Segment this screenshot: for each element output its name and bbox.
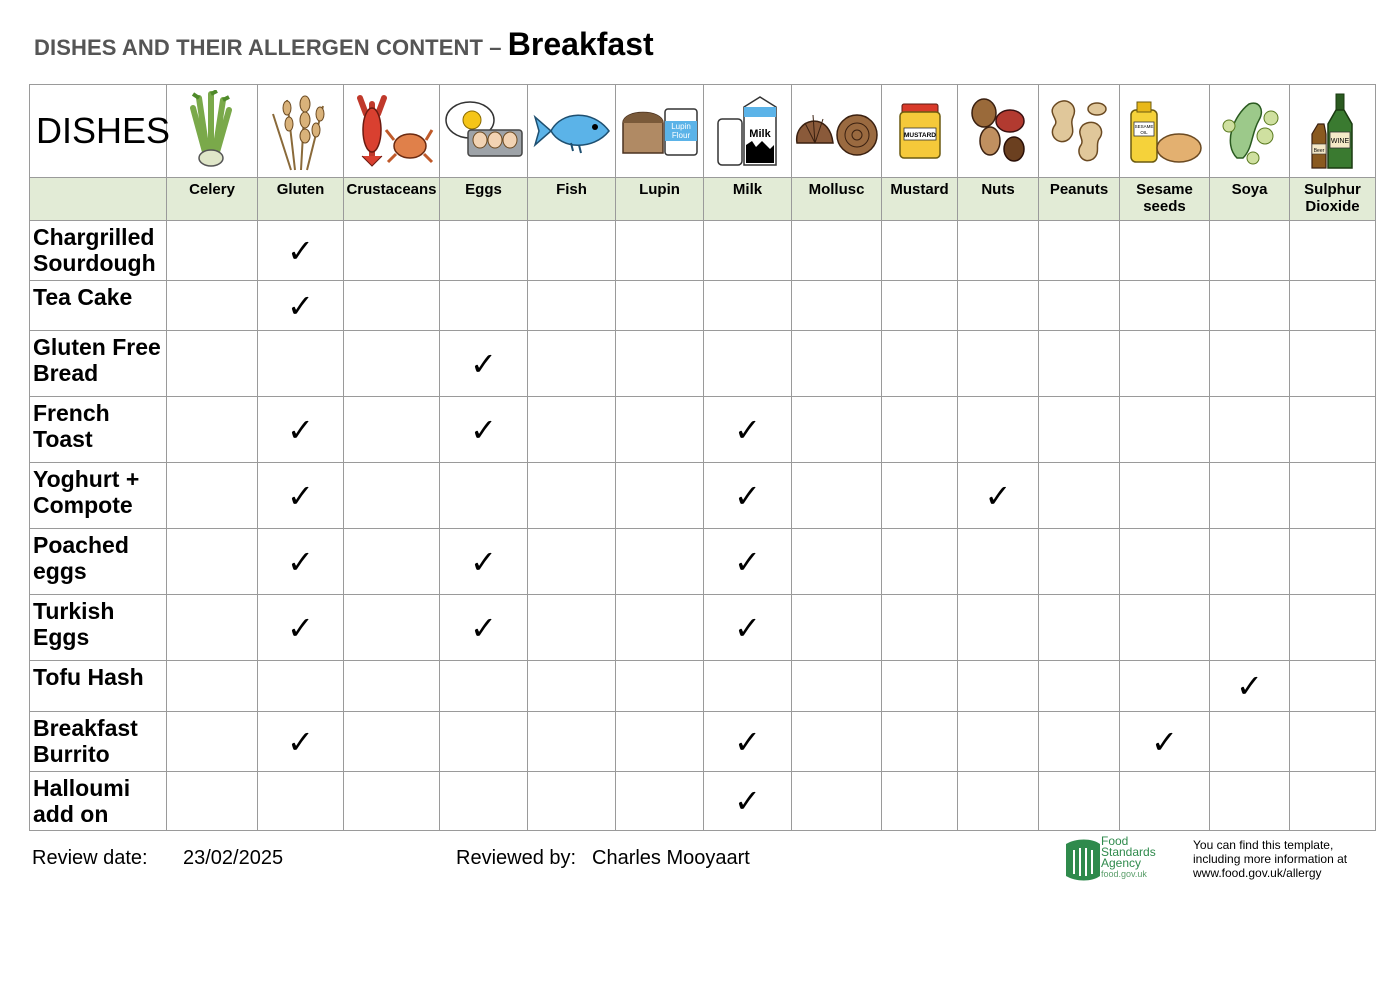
allergen-cell (792, 712, 882, 772)
allergen-cell (1120, 463, 1210, 529)
allergen-cell (958, 529, 1039, 595)
allergen-cell (344, 281, 440, 331)
allergen-cell (1120, 529, 1210, 595)
dish-name: Tea Cake (30, 281, 167, 331)
review-date-value: 23/02/2025 (183, 847, 284, 869)
tick-mark: ✓ (287, 286, 314, 325)
dish-row (30, 595, 1376, 661)
allergen-cell (528, 397, 616, 463)
allergen-cell (1290, 595, 1376, 661)
tick-mark: ✓ (287, 608, 314, 647)
allergen-cell (616, 281, 704, 331)
allergen-cell (616, 595, 704, 661)
tick-mark: ✓ (287, 542, 314, 581)
dish-row (30, 463, 1376, 529)
allergen-label: Sulphur Dioxide (1290, 178, 1376, 221)
allergen-cell (958, 397, 1039, 463)
tick-mark: ✓ (1151, 722, 1178, 761)
allergen-cell (616, 661, 704, 712)
dish-row (30, 772, 1376, 831)
allergen-cell (616, 712, 704, 772)
icon-row (30, 85, 1376, 178)
allergen-cell (1120, 221, 1210, 281)
allergen-cell (704, 712, 792, 772)
peanuts-icon (1039, 85, 1120, 178)
svg-text:Beer: Beer (1313, 148, 1324, 154)
allergen-cell (440, 712, 528, 772)
allergen-cell (344, 772, 440, 831)
allergen-cell (258, 595, 344, 661)
allergen-cell (704, 281, 792, 331)
allergen-cell (344, 712, 440, 772)
tick-mark: ✓ (1236, 667, 1263, 705)
tick-mark: ✓ (734, 542, 761, 581)
allergen-cell (616, 397, 704, 463)
svg-text:WINE: WINE (1330, 138, 1349, 145)
allergen-cell (1210, 221, 1290, 281)
dish-row (30, 397, 1376, 463)
allergen-cell (440, 221, 528, 281)
allergen-label-row (30, 178, 1376, 221)
allergen-label: Milk (704, 178, 792, 221)
dish-name: Gluten Free Bread (30, 331, 167, 397)
allergen-cell (1039, 772, 1120, 831)
wine-icon (1290, 85, 1376, 178)
allergen-cell (1039, 331, 1120, 397)
allergen-cell (528, 281, 616, 331)
dish-name: Poached eggs (30, 529, 167, 595)
allergen-cell (616, 221, 704, 281)
allergen-cell (1120, 281, 1210, 331)
allergen-cell (440, 595, 528, 661)
allergen-cell (616, 463, 704, 529)
tick-mark: ✓ (287, 476, 314, 515)
allergen-label: Fish (528, 178, 616, 221)
allergen-cell (344, 221, 440, 281)
dish-name: Halloumi add on (30, 772, 167, 831)
reviewed-by-label: Reviewed by: (456, 847, 577, 869)
allergen-cell (167, 595, 258, 661)
fsa-logo-icon (1062, 836, 1102, 884)
allergen-cell (1210, 661, 1290, 712)
allergen-label: Nuts (958, 178, 1039, 221)
tick-mark: ✓ (734, 608, 761, 647)
allergen-cell (704, 529, 792, 595)
title-main: Breakfast (507, 26, 654, 62)
allergen-cell (1039, 595, 1120, 661)
allergen-cell (1210, 331, 1290, 397)
allergen-table (29, 84, 1376, 831)
allergen-cell (258, 712, 344, 772)
dish-row (30, 221, 1376, 281)
allergen-cell (344, 595, 440, 661)
allergen-cell (1210, 595, 1290, 661)
dish-row (30, 712, 1376, 772)
tick-mark: ✓ (734, 722, 761, 761)
page-title (34, 26, 654, 63)
allergen-cell (1039, 281, 1120, 331)
label-row-blank-cell (30, 178, 167, 221)
allergen-cell (616, 331, 704, 397)
allergen-cell (1210, 397, 1290, 463)
title-prefix: DISHES AND THEIR ALLERGEN CONTENT – (34, 35, 508, 60)
allergen-cell (958, 221, 1039, 281)
allergen-cell (1210, 772, 1290, 831)
allergen-cell (792, 221, 882, 281)
allergen-label: Peanuts (1039, 178, 1120, 221)
eggs-icon (440, 85, 528, 178)
allergen-label: Gluten (258, 178, 344, 221)
allergen-cell (1120, 772, 1210, 831)
allergen-cell (440, 529, 528, 595)
allergen-cell (1290, 281, 1376, 331)
fsa-line-1: Food (1101, 834, 1129, 848)
dish-row (30, 661, 1376, 712)
tick-mark: ✓ (984, 476, 1012, 515)
allergen-cell (440, 331, 528, 397)
allergen-cell (792, 595, 882, 661)
tick-mark: ✓ (734, 476, 761, 515)
allergen-cell (167, 281, 258, 331)
allergen-cell (1290, 661, 1376, 712)
allergen-cell (882, 331, 958, 397)
allergen-cell (958, 712, 1039, 772)
milk-icon (704, 85, 792, 178)
allergen-cell (1210, 529, 1290, 595)
tick-mark: ✓ (470, 608, 497, 647)
allergen-cell (1210, 712, 1290, 772)
allergen-cell (1039, 221, 1120, 281)
svg-text:SESAME: SESAME (1134, 124, 1153, 129)
allergen-cell (258, 281, 344, 331)
sesame-icon (1120, 85, 1210, 178)
soya-icon (1210, 85, 1290, 178)
dishes-header: DISHES (30, 85, 167, 178)
nuts-icon (958, 85, 1039, 178)
fish-icon (528, 85, 616, 178)
tick-mark: ✓ (470, 344, 497, 383)
allergen-label: Lupin (616, 178, 704, 221)
tick-mark: ✓ (470, 410, 497, 449)
tick-mark: ✓ (470, 542, 497, 581)
allergen-cell (167, 529, 258, 595)
crustacean-icon (344, 85, 440, 178)
allergen-cell (704, 595, 792, 661)
svg-text:Lupin: Lupin (670, 122, 691, 131)
allergen-cell (167, 712, 258, 772)
allergen-label: Sesame seeds (1120, 178, 1210, 221)
allergen-cell (258, 331, 344, 397)
allergen-cell (258, 221, 344, 281)
allergen-cell (1039, 529, 1120, 595)
allergen-cell (882, 772, 958, 831)
allergen-cell (882, 661, 958, 712)
allergen-cell (882, 281, 958, 331)
allergen-cell (1290, 221, 1376, 281)
allergen-cell (167, 661, 258, 712)
allergen-cell (792, 529, 882, 595)
allergen-cell (258, 661, 344, 712)
allergen-cell (792, 397, 882, 463)
lupin-flour-icon (616, 85, 704, 178)
fsa-url: food.gov.uk (1101, 869, 1147, 879)
mustard-icon (882, 85, 958, 178)
dish-name: Breakfast Burrito (30, 712, 167, 772)
dish-name: French Toast (30, 397, 167, 463)
allergen-cell (958, 661, 1039, 712)
allergen-label: Mustard (882, 178, 958, 221)
allergen-cell (528, 331, 616, 397)
allergen-cell (1290, 463, 1376, 529)
allergen-cell (1290, 772, 1376, 831)
allergen-cell (792, 281, 882, 331)
dish-row (30, 331, 1376, 397)
allergen-label: Eggs (440, 178, 528, 221)
allergen-cell (958, 331, 1039, 397)
allergen-cell (167, 463, 258, 529)
fsa-line-3: Agency (1101, 856, 1142, 870)
allergen-cell (440, 661, 528, 712)
tick-mark: ✓ (287, 722, 314, 761)
template-note: You can find this template, including more information at www.food.gov.uk/allergy (1193, 838, 1348, 880)
fsa-line-2: Standards (1101, 845, 1156, 859)
svg-text:Milk: Milk (748, 128, 771, 140)
dish-name: Yoghurt + Compote (30, 463, 167, 529)
allergen-cell (1210, 281, 1290, 331)
allergen-cell (704, 772, 792, 831)
allergen-cell (440, 772, 528, 831)
allergen-cell (958, 772, 1039, 831)
allergen-cell (344, 397, 440, 463)
review-date-label: Review date: (32, 847, 148, 869)
wheat-icon (258, 85, 344, 178)
celery-icon (167, 85, 258, 178)
allergen-cell (344, 463, 440, 529)
allergen-cell (528, 221, 616, 281)
reviewer-name: Charles Mooyaart (592, 847, 750, 869)
svg-text:Flour: Flour (671, 131, 690, 140)
allergen-cell (1120, 661, 1210, 712)
allergen-cell (167, 221, 258, 281)
tick-mark: ✓ (734, 782, 761, 820)
allergen-cell (704, 331, 792, 397)
allergen-cell (528, 772, 616, 831)
allergen-cell (882, 595, 958, 661)
allergen-cell (528, 529, 616, 595)
allergen-label: Mollusc (792, 178, 882, 221)
allergen-cell (704, 397, 792, 463)
allergen-cell (528, 661, 616, 712)
allergen-cell (1039, 463, 1120, 529)
allergen-cell (792, 463, 882, 529)
allergen-cell (258, 397, 344, 463)
allergen-cell (882, 529, 958, 595)
svg-text:OIL: OIL (1139, 130, 1148, 135)
allergen-cell (1290, 331, 1376, 397)
allergen-cell (792, 772, 882, 831)
allergen-cell (440, 397, 528, 463)
allergen-cell (1120, 712, 1210, 772)
allergen-cell (258, 529, 344, 595)
allergen-cell (882, 221, 958, 281)
tick-mark: ✓ (287, 410, 314, 449)
allergen-cell (440, 463, 528, 529)
allergen-cell (528, 595, 616, 661)
allergen-cell (1120, 595, 1210, 661)
allergen-cell (258, 463, 344, 529)
allergen-cell (616, 772, 704, 831)
allergen-cell (1039, 397, 1120, 463)
mollusc-icon (792, 85, 882, 178)
allergen-cell (1290, 529, 1376, 595)
allergen-cell (792, 331, 882, 397)
allergen-cell (528, 463, 616, 529)
allergen-cell (167, 772, 258, 831)
allergen-label: Celery (167, 178, 258, 221)
dish-name: Tofu Hash (30, 661, 167, 712)
allergen-cell (344, 661, 440, 712)
allergen-cell (167, 331, 258, 397)
allergen-cell (1120, 331, 1210, 397)
allergen-cell (1120, 397, 1210, 463)
tick-mark: ✓ (734, 410, 761, 449)
allergen-cell (704, 661, 792, 712)
fsa-logo-text (1101, 836, 1156, 880)
allergen-cell (882, 463, 958, 529)
allergen-cell (167, 397, 258, 463)
allergen-cell (882, 712, 958, 772)
allergen-cell (258, 772, 344, 831)
allergen-cell (1039, 712, 1120, 772)
dish-name: Chargrilled Sourdough (30, 221, 167, 281)
allergen-cell (344, 529, 440, 595)
allergen-cell (344, 331, 440, 397)
allergen-cell (704, 463, 792, 529)
allergen-cell (440, 281, 528, 331)
allergen-cell (616, 529, 704, 595)
svg-text:MUSTARD: MUSTARD (903, 132, 936, 139)
allergen-cell (792, 661, 882, 712)
allergen-cell (882, 397, 958, 463)
allergen-label: Soya (1210, 178, 1290, 221)
dish-row (30, 281, 1376, 331)
dish-row (30, 529, 1376, 595)
allergen-cell (704, 221, 792, 281)
allergen-cell (958, 595, 1039, 661)
dish-name: Turkish Eggs (30, 595, 167, 661)
allergen-cell (1039, 661, 1120, 712)
allergen-label: Crustaceans (344, 178, 440, 221)
tick-mark: ✓ (287, 231, 314, 270)
allergen-cell (1210, 463, 1290, 529)
allergen-cell (1290, 712, 1376, 772)
allergen-cell (1290, 397, 1376, 463)
allergen-cell (958, 281, 1039, 331)
allergen-cell (958, 463, 1039, 529)
allergen-cell (528, 712, 616, 772)
